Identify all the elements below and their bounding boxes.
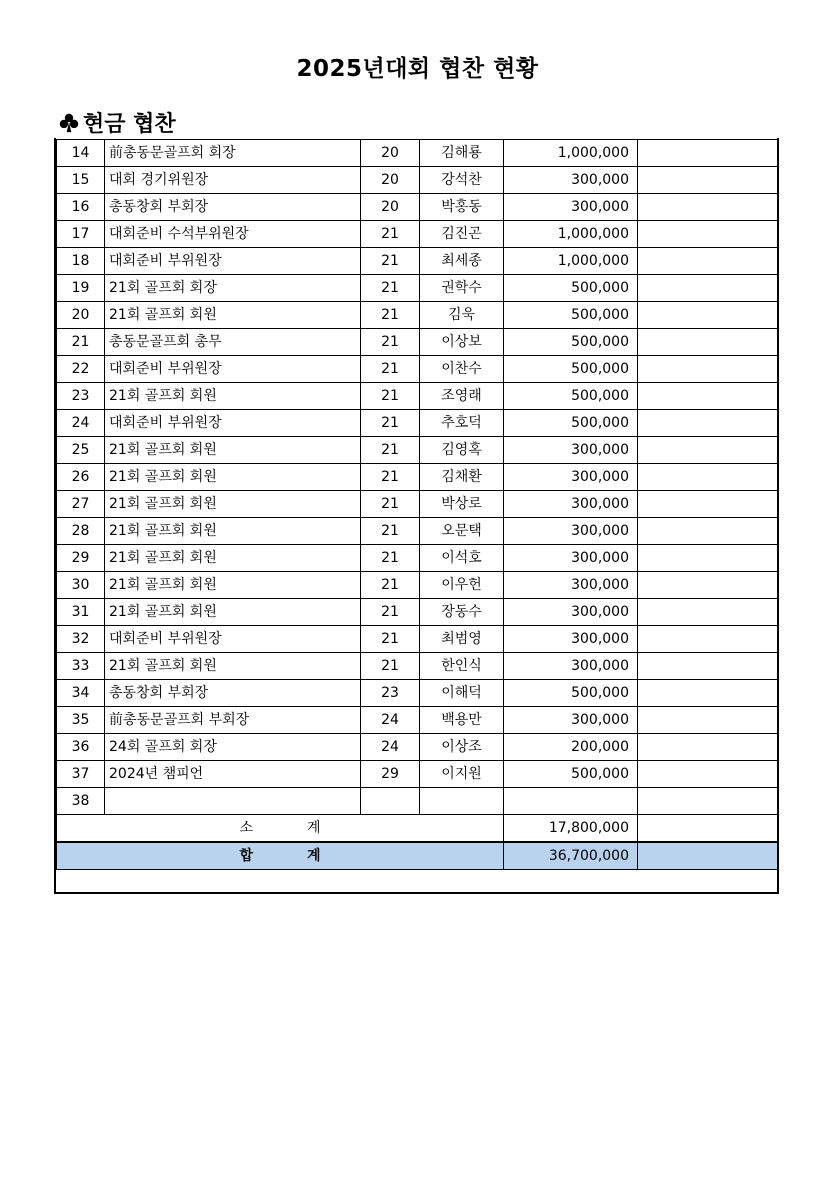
row-amount: 300,000 xyxy=(504,518,638,545)
row-note xyxy=(638,761,778,788)
table-row xyxy=(57,734,778,761)
row-note xyxy=(638,518,778,545)
row-amount: 300,000 xyxy=(504,599,638,626)
row-generation: 21 xyxy=(361,599,420,626)
row-role: 21회 골프회 회원 xyxy=(105,599,361,626)
row-name: 이해덕 xyxy=(420,680,504,707)
section-heading xyxy=(58,107,176,138)
row-note xyxy=(638,464,778,491)
row-name: 최세종 xyxy=(420,248,504,275)
row-note xyxy=(638,707,778,734)
row-role: 대회준비 부위원장 xyxy=(105,356,361,383)
row-number: 27 xyxy=(57,491,105,518)
table-body xyxy=(57,140,778,870)
row-generation: 21 xyxy=(361,248,420,275)
row-name: 김욱 xyxy=(420,302,504,329)
table-row xyxy=(57,788,778,815)
row-number: 23 xyxy=(57,383,105,410)
row-amount: 200,000 xyxy=(504,734,638,761)
row-role: 21회 골프회 회원 xyxy=(105,464,361,491)
row-generation: 21 xyxy=(361,653,420,680)
row-generation: 21 xyxy=(361,464,420,491)
row-note xyxy=(638,788,778,815)
row-number: 16 xyxy=(57,194,105,221)
row-role: 대회준비 부위원장 xyxy=(105,248,361,275)
row-number: 35 xyxy=(57,707,105,734)
row-generation: 24 xyxy=(361,734,420,761)
row-note xyxy=(638,221,778,248)
row-generation: 21 xyxy=(361,491,420,518)
subtotal-label xyxy=(57,815,504,843)
row-amount: 500,000 xyxy=(504,275,638,302)
row-number: 37 xyxy=(57,761,105,788)
row-generation: 21 xyxy=(361,410,420,437)
row-amount: 1,000,000 xyxy=(504,140,638,167)
table-row xyxy=(57,329,778,356)
club-icon xyxy=(58,112,80,134)
table-row xyxy=(57,626,778,653)
total-row xyxy=(57,842,778,870)
row-name: 한인식 xyxy=(420,653,504,680)
row-number: 36 xyxy=(57,734,105,761)
row-role: 24회 골프회 회장 xyxy=(105,734,361,761)
row-amount: 300,000 xyxy=(504,167,638,194)
row-role: 대회준비 수석부위원장 xyxy=(105,221,361,248)
table-row xyxy=(57,599,778,626)
row-number: 34 xyxy=(57,680,105,707)
row-role: 前총동문골프회 부회장 xyxy=(105,707,361,734)
row-role: 21회 골프회 회원 xyxy=(105,491,361,518)
total-label-b: 계 xyxy=(307,848,321,864)
table-row xyxy=(57,410,778,437)
table-row xyxy=(57,761,778,788)
subtotal-label-b: 계 xyxy=(307,820,321,836)
row-name: 김진곤 xyxy=(420,221,504,248)
row-note xyxy=(638,680,778,707)
row-number: 15 xyxy=(57,167,105,194)
row-name xyxy=(420,788,504,815)
row-number: 31 xyxy=(57,599,105,626)
row-name: 강석찬 xyxy=(420,167,504,194)
row-note xyxy=(638,491,778,518)
row-amount: 500,000 xyxy=(504,356,638,383)
row-role: 21회 골프회 회원 xyxy=(105,653,361,680)
row-note xyxy=(638,194,778,221)
table-row xyxy=(57,248,778,275)
row-role: 총동창회 부회장 xyxy=(105,194,361,221)
row-number: 30 xyxy=(57,572,105,599)
row-generation: 21 xyxy=(361,572,420,599)
row-note xyxy=(638,383,778,410)
table-row xyxy=(57,356,778,383)
row-generation: 21 xyxy=(361,545,420,572)
row-note xyxy=(638,653,778,680)
row-role: 대회준비 부위원장 xyxy=(105,626,361,653)
total-amount: 36,700,000 xyxy=(504,842,638,870)
table-row xyxy=(57,491,778,518)
row-generation: 20 xyxy=(361,167,420,194)
row-number: 38 xyxy=(57,788,105,815)
row-name: 이지원 xyxy=(420,761,504,788)
row-role: 대회 경기위원장 xyxy=(105,167,361,194)
table-row xyxy=(57,221,778,248)
table-row xyxy=(57,275,778,302)
row-generation: 20 xyxy=(361,140,420,167)
table-row xyxy=(57,653,778,680)
row-role: 대회준비 부위원장 xyxy=(105,410,361,437)
row-role: 2024년 챔피언 xyxy=(105,761,361,788)
row-number: 25 xyxy=(57,437,105,464)
row-amount: 500,000 xyxy=(504,410,638,437)
row-amount: 500,000 xyxy=(504,329,638,356)
row-role: 21회 골프회 회원 xyxy=(105,437,361,464)
row-name: 권학수 xyxy=(420,275,504,302)
row-number: 17 xyxy=(57,221,105,248)
row-note xyxy=(638,626,778,653)
row-name: 백용만 xyxy=(420,707,504,734)
row-amount: 300,000 xyxy=(504,491,638,518)
row-amount: 1,000,000 xyxy=(504,221,638,248)
row-generation: 21 xyxy=(361,383,420,410)
row-amount: 300,000 xyxy=(504,626,638,653)
row-role: 前총동문골프회 회장 xyxy=(105,140,361,167)
row-note xyxy=(638,356,778,383)
row-role: 21회 골프회 회원 xyxy=(105,518,361,545)
row-name: 김채환 xyxy=(420,464,504,491)
row-name: 김영혹 xyxy=(420,437,504,464)
row-name: 이상조 xyxy=(420,734,504,761)
row-amount: 300,000 xyxy=(504,572,638,599)
table-row xyxy=(57,545,778,572)
row-number: 18 xyxy=(57,248,105,275)
row-note xyxy=(638,572,778,599)
row-generation: 20 xyxy=(361,194,420,221)
row-generation: 21 xyxy=(361,518,420,545)
row-amount: 300,000 xyxy=(504,194,638,221)
row-name: 박상로 xyxy=(420,491,504,518)
row-note xyxy=(638,410,778,437)
row-note xyxy=(638,248,778,275)
total-note xyxy=(638,842,778,870)
row-generation: 21 xyxy=(361,437,420,464)
page-title: 2025년대회 협찬 현황 xyxy=(296,56,539,82)
row-name: 이찬수 xyxy=(420,356,504,383)
row-note xyxy=(638,140,778,167)
row-number: 33 xyxy=(57,653,105,680)
row-generation: 21 xyxy=(361,302,420,329)
row-name: 추호덕 xyxy=(420,410,504,437)
row-generation: 21 xyxy=(361,626,420,653)
row-amount: 300,000 xyxy=(504,653,638,680)
row-amount: 300,000 xyxy=(504,545,638,572)
subtotal-amount: 17,800,000 xyxy=(504,815,638,843)
total-label-a: 합 xyxy=(239,848,253,864)
row-note xyxy=(638,167,778,194)
row-amount: 500,000 xyxy=(504,383,638,410)
row-name: 조영래 xyxy=(420,383,504,410)
row-role xyxy=(105,788,361,815)
table-row xyxy=(57,518,778,545)
row-number: 24 xyxy=(57,410,105,437)
row-number: 19 xyxy=(57,275,105,302)
row-amount: 500,000 xyxy=(504,302,638,329)
row-role: 21회 골프회 회원 xyxy=(105,302,361,329)
row-generation: 23 xyxy=(361,680,420,707)
row-number: 14 xyxy=(57,140,105,167)
row-number: 20 xyxy=(57,302,105,329)
row-note xyxy=(638,329,778,356)
row-name: 최범영 xyxy=(420,626,504,653)
row-name: 박홍동 xyxy=(420,194,504,221)
table-row xyxy=(57,437,778,464)
row-amount: 500,000 xyxy=(504,680,638,707)
row-number: 26 xyxy=(57,464,105,491)
row-name: 장동수 xyxy=(420,599,504,626)
row-note xyxy=(638,545,778,572)
row-number: 29 xyxy=(57,545,105,572)
subtotal-note xyxy=(638,815,778,843)
table-row xyxy=(57,383,778,410)
table-row xyxy=(57,707,778,734)
table-row xyxy=(57,302,778,329)
row-amount: 300,000 xyxy=(504,707,638,734)
table-row xyxy=(57,680,778,707)
row-role: 21회 골프회 회장 xyxy=(105,275,361,302)
row-generation: 21 xyxy=(361,356,420,383)
row-name: 이상보 xyxy=(420,329,504,356)
row-number: 28 xyxy=(57,518,105,545)
table-row xyxy=(57,140,778,167)
row-role: 총동창회 부회장 xyxy=(105,680,361,707)
total-label xyxy=(57,842,504,870)
row-role: 21회 골프회 회원 xyxy=(105,572,361,599)
row-name: 오문택 xyxy=(420,518,504,545)
row-amount: 500,000 xyxy=(504,761,638,788)
row-amount: 300,000 xyxy=(504,437,638,464)
row-amount: 300,000 xyxy=(504,464,638,491)
row-note xyxy=(638,275,778,302)
row-generation: 21 xyxy=(361,221,420,248)
row-generation: 24 xyxy=(361,707,420,734)
row-generation: 21 xyxy=(361,275,420,302)
row-name: 이우헌 xyxy=(420,572,504,599)
row-generation xyxy=(361,788,420,815)
row-role: 21회 골프회 회원 xyxy=(105,383,361,410)
row-note xyxy=(638,734,778,761)
row-role: 21회 골프회 회원 xyxy=(105,545,361,572)
section-label: 현금 협찬 xyxy=(83,112,176,137)
table-row xyxy=(57,464,778,491)
row-number: 22 xyxy=(57,356,105,383)
table-row xyxy=(57,194,778,221)
row-note xyxy=(638,437,778,464)
subtotal-label-a: 소 xyxy=(239,820,253,836)
row-note xyxy=(638,599,778,626)
row-generation: 29 xyxy=(361,761,420,788)
row-name: 김해룡 xyxy=(420,140,504,167)
row-generation: 21 xyxy=(361,329,420,356)
row-role: 총동문골프회 총무 xyxy=(105,329,361,356)
row-number: 32 xyxy=(57,626,105,653)
row-amount: 1,000,000 xyxy=(504,248,638,275)
table-row xyxy=(57,572,778,599)
table-row xyxy=(57,167,778,194)
row-note xyxy=(638,302,778,329)
sponsor-table xyxy=(56,139,778,870)
row-name: 이석호 xyxy=(420,545,504,572)
subtotal-row xyxy=(57,815,778,843)
row-number: 21 xyxy=(57,329,105,356)
row-amount xyxy=(504,788,638,815)
